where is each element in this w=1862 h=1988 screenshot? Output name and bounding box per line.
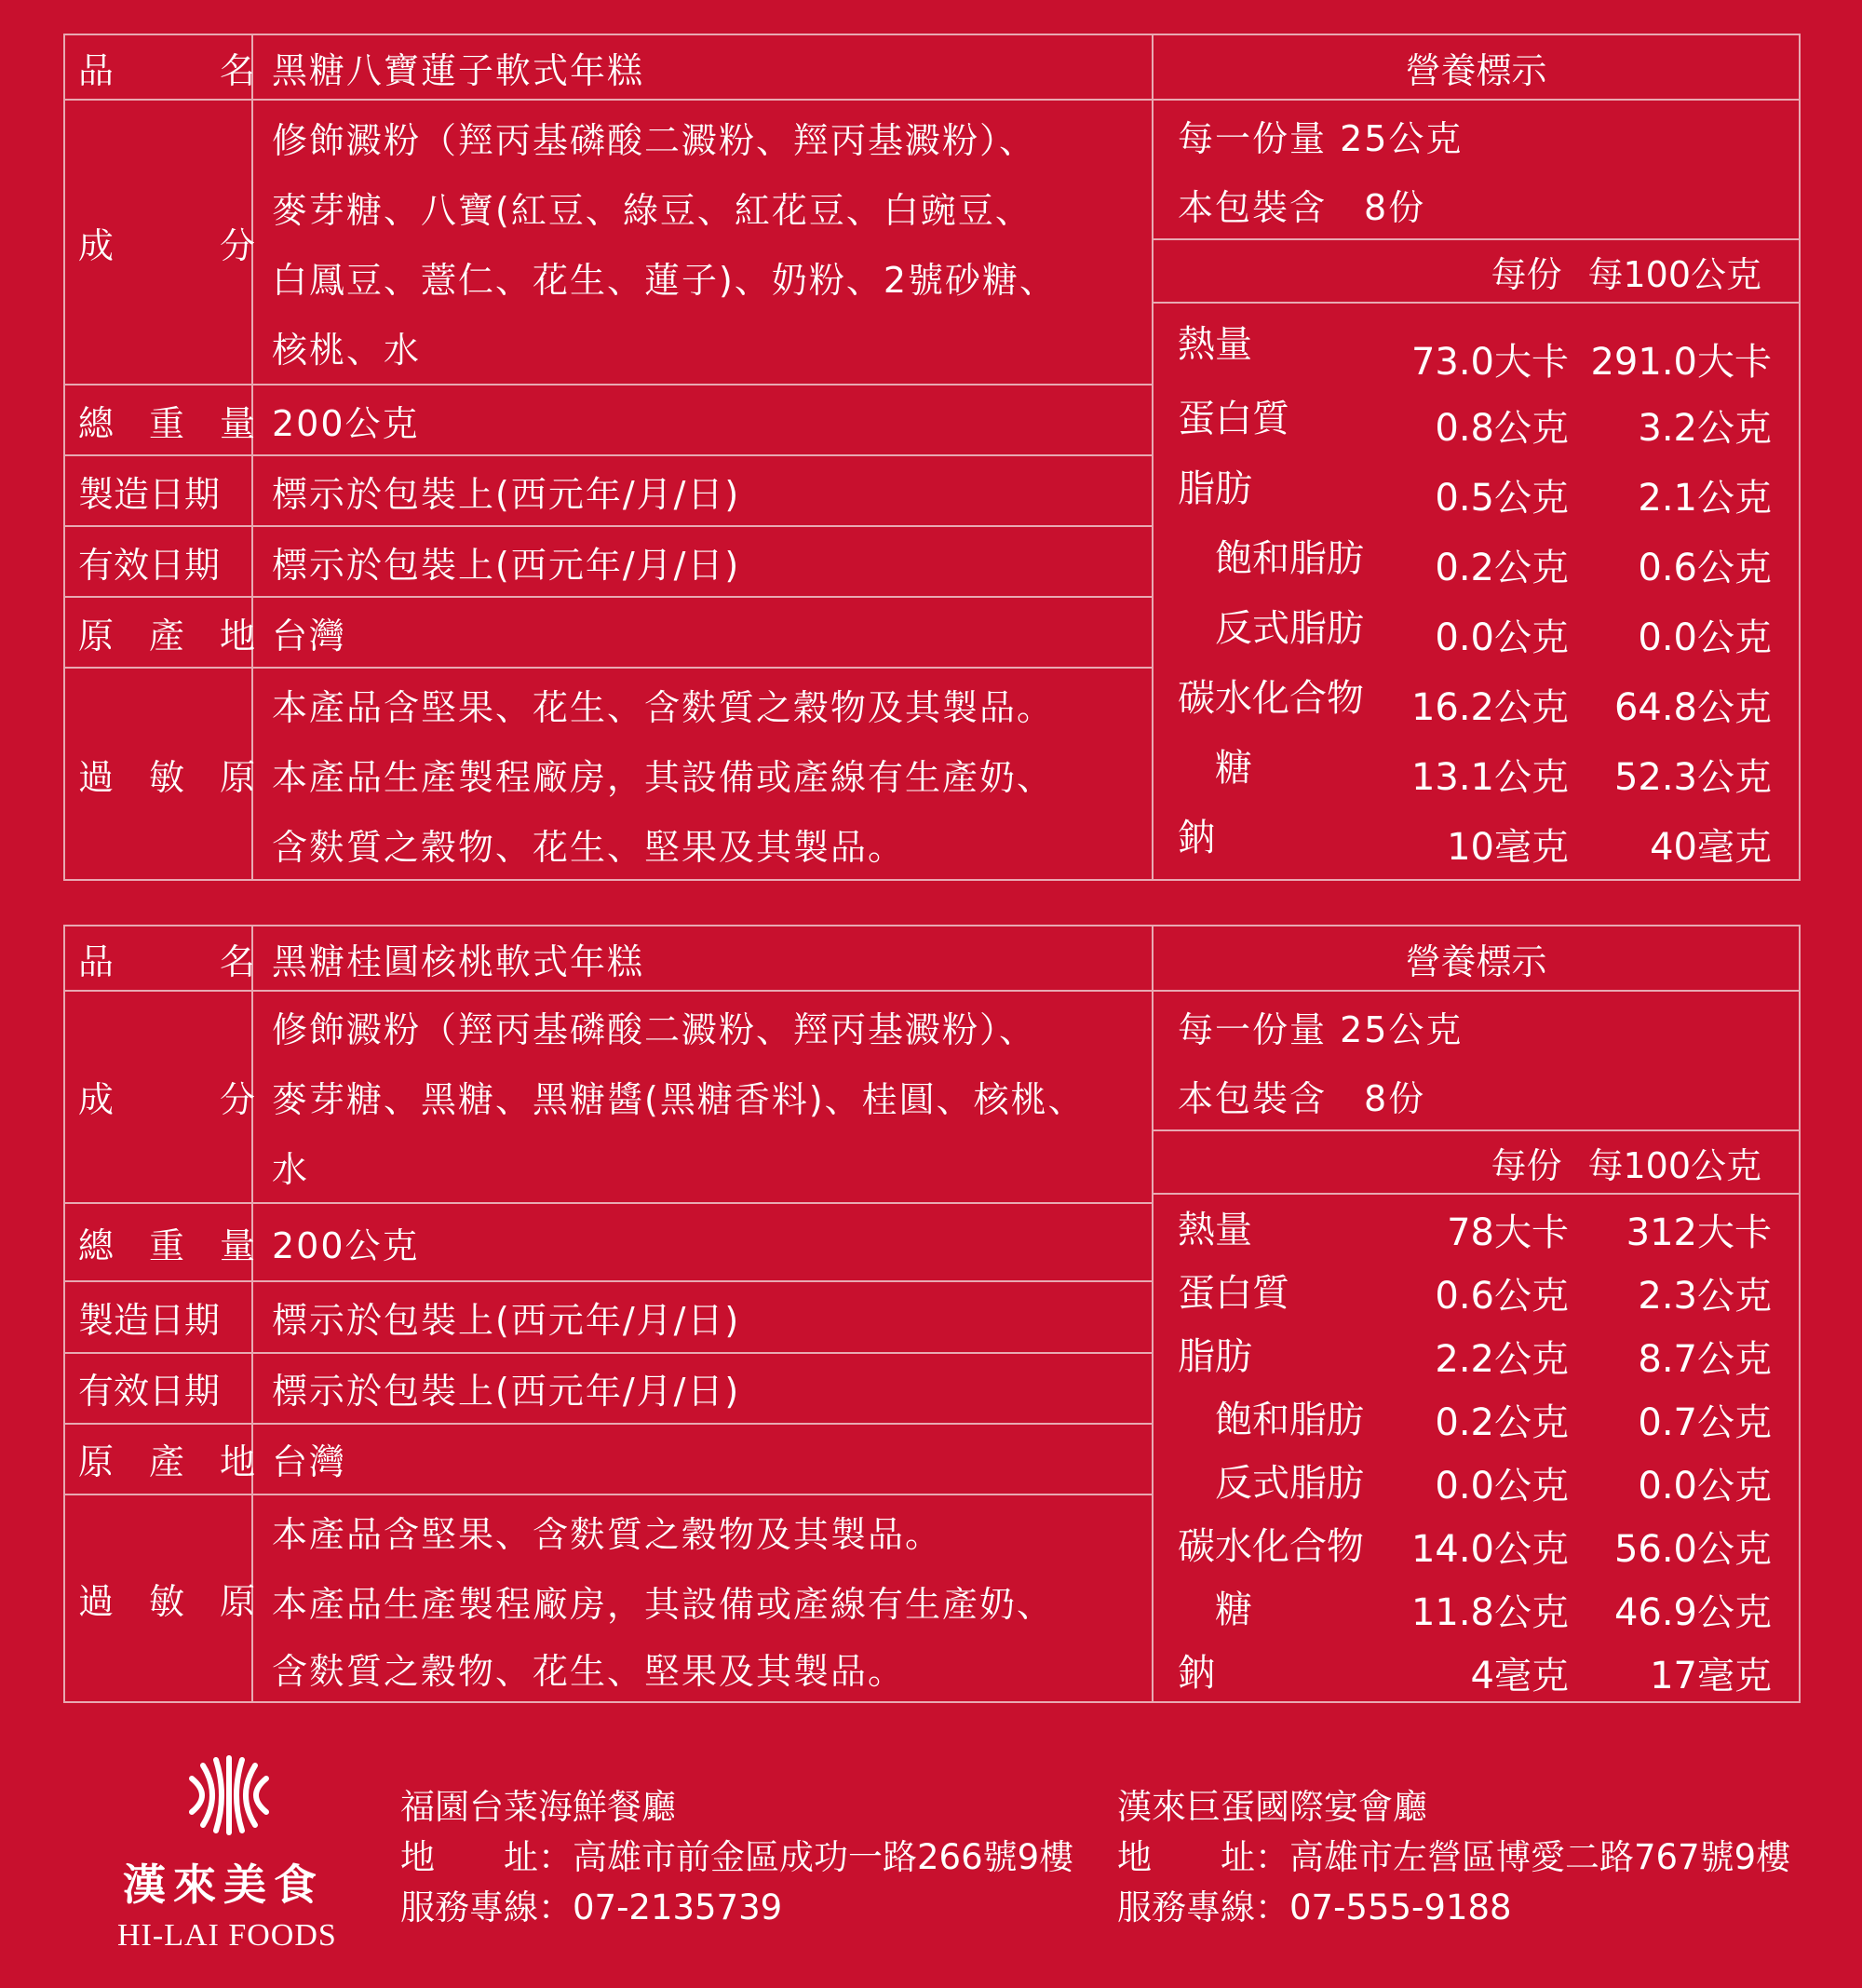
ingredients-line: 修飾澱粉（羥丙基磷酸二澱粉、羥丙基澱粉）、 (272, 120, 1037, 161)
mfg-date: 標示於包裝上(西元年/月/日) (252, 455, 1153, 526)
nutrient-per-serving: 73.0大卡 (1410, 341, 1569, 384)
nutrient-per-serving: 78大卡 (1447, 1210, 1569, 1254)
nutrient-name: 糖 (1215, 1588, 1252, 1631)
nutrition-column-header (1154, 238, 1799, 304)
footer (0, 1741, 1862, 1965)
nutrient-name: 鈉 (1178, 817, 1215, 859)
nutrient-per-100g: 3.2公克 (1638, 407, 1772, 450)
name-label: 品 名 (64, 926, 252, 991)
servings-per-package: 本包裝含 8份 (1178, 1077, 1426, 1119)
nutrient-per-100g: 8.7公克 (1638, 1337, 1772, 1381)
nutrition-column-header (1154, 1129, 1799, 1195)
nutrition-facts (1153, 100, 1800, 880)
nutrient-per-serving: 14.0公克 (1410, 1527, 1569, 1571)
nutrition-row (1154, 451, 1799, 521)
allergens (252, 1494, 1153, 1702)
net-weight: 200公克 (252, 385, 1153, 455)
hilai-logo-icon (184, 1751, 274, 1840)
nutrition-facts (1153, 991, 1800, 1702)
allergen-label: 過 敏 原 (64, 668, 252, 880)
ingredients (252, 991, 1153, 1203)
weight-label: 總 重 量 (64, 385, 252, 455)
mfg-date: 標示於包裝上(西元年/月/日) (252, 1281, 1153, 1352)
origin: 台灣 (252, 1424, 1153, 1494)
nutrient-name: 反式脂肪 (1215, 1461, 1364, 1505)
nutrient-per-100g: 291.0大卡 (1590, 341, 1772, 384)
nutrient-per-100g: 64.8公克 (1613, 686, 1772, 729)
nutrient-per-serving: 10毫克 (1447, 826, 1569, 869)
brand-name-en: HI-LAI FOODS (117, 1918, 337, 1953)
nutrient-per-serving: 0.5公克 (1435, 477, 1569, 520)
nutrient-per-100g: 0.0公克 (1638, 1464, 1772, 1508)
origin-label: 原 產 地 (64, 1424, 252, 1494)
nutrient-per-serving: 0.6公克 (1435, 1274, 1569, 1318)
nutrition-row (1154, 1321, 1799, 1385)
nutrition-row (1154, 521, 1799, 590)
nutrient-per-100g: 40毫克 (1650, 826, 1772, 869)
nutrition-row (1154, 1511, 1799, 1575)
nutrient-per-100g: 0.0公克 (1638, 616, 1772, 659)
nutrient-name: 蛋白質 (1178, 1271, 1289, 1315)
store-phone: 服務專線：07-555-9188 (1117, 1887, 1512, 1927)
ingredients-line: 麥芽糖、八寶(紅豆、綠豆、紅花豆、白豌豆、 (272, 190, 1032, 231)
nutrient-per-serving: 0.0公克 (1435, 616, 1569, 659)
nutrient-per-serving: 13.1公克 (1410, 756, 1569, 799)
nutrient-per-serving: 0.0公克 (1435, 1464, 1569, 1508)
nutrient-per-serving: 11.8公克 (1410, 1590, 1569, 1634)
ingredients-label: 成 分 (64, 100, 252, 385)
name-label: 品 名 (64, 34, 252, 100)
nutrition-row (1154, 381, 1799, 451)
nutrition-row (1154, 800, 1799, 870)
exp-date: 標示於包裝上(西元年/月/日) (252, 1353, 1153, 1424)
nutrient-per-serving: 16.2公克 (1410, 686, 1569, 729)
per-serving-header: 每份 (1491, 253, 1562, 295)
nutrient-name: 脂肪 (1178, 1334, 1252, 1378)
allergen-line: 含麩質之穀物、花生、堅果及其製品。 (272, 826, 906, 868)
nutrient-per-serving: 0.2公克 (1435, 1400, 1569, 1444)
product-label-1 (63, 34, 1799, 879)
per-100g-header: 每100公克 (1587, 1144, 1761, 1186)
ingredients-line: 核桃、水 (272, 330, 422, 371)
nutrient-name: 脂肪 (1178, 467, 1252, 510)
nutrient-name: 飽和脂肪 (1215, 537, 1364, 580)
ingredients-label: 成 分 (64, 991, 252, 1203)
nutrient-name: 熱量 (1178, 1208, 1252, 1251)
nutrient-name: 鈉 (1178, 1651, 1215, 1695)
origin: 台灣 (252, 597, 1153, 668)
nutrient-per-100g: 46.9公克 (1613, 1590, 1772, 1634)
nutrient-per-100g: 0.6公克 (1638, 547, 1772, 589)
store-info-1 (400, 1782, 1073, 1933)
product-name: 黑糖桂圓核桃軟式年糕 (252, 926, 1153, 991)
exp-date-label: 有效日期 (64, 526, 252, 597)
net-weight: 200公克 (252, 1203, 1153, 1281)
exp-date: 標示於包裝上(西元年/月/日) (252, 526, 1153, 597)
serving-size: 每一份量 25公克 (1178, 1008, 1464, 1050)
store-address: 地 址：高雄市前金區成功一路266號9樓 (400, 1837, 1074, 1877)
allergen-line: 本產品生產製程廠房，其設備或產線有生產奶、 (272, 1583, 1055, 1625)
nutrient-per-100g: 2.3公克 (1638, 1274, 1772, 1318)
nutrient-per-100g: 0.7公克 (1638, 1400, 1772, 1444)
nutrient-per-serving: 4毫克 (1470, 1654, 1569, 1697)
allergen-line: 本產品生產製程廠房，其設備或產線有生產奶、 (272, 756, 1055, 798)
nutrition-title: 營養標示 (1153, 926, 1800, 991)
product-info-table (63, 34, 1801, 881)
ingredients (252, 100, 1153, 385)
weight-label: 總 重 量 (64, 1203, 252, 1281)
product-name: 黑糖八寶蓮子軟式年糕 (252, 34, 1153, 100)
serving-size: 每一份量 25公克 (1178, 117, 1464, 159)
nutrition-row (1154, 1258, 1799, 1321)
nutrient-per-serving: 0.2公克 (1435, 547, 1569, 589)
nutrition-row (1154, 1195, 1799, 1258)
nutrient-per-100g: 56.0公克 (1613, 1527, 1772, 1571)
allergen-label: 過 敏 原 (64, 1494, 252, 1702)
mfg-date-label: 製造日期 (64, 455, 252, 526)
nutrition-row (1154, 1385, 1799, 1448)
nutrition-row (1154, 660, 1799, 730)
nutrition-row (1154, 311, 1799, 384)
allergen-line: 含麩質之穀物、花生、堅果及其製品。 (272, 1651, 906, 1693)
product-info-table (63, 925, 1801, 1703)
nutrient-name: 蛋白質 (1178, 398, 1289, 440)
nutrition-title: 營養標示 (1153, 34, 1800, 100)
nutrition-row (1154, 1448, 1799, 1511)
nutrient-name: 碳水化合物 (1178, 1524, 1364, 1568)
per-100g-header: 每100公克 (1587, 253, 1761, 295)
allergen-line: 本產品含堅果、花生、含麩質之穀物及其製品。 (272, 686, 1055, 728)
store-info-2 (1117, 1782, 1790, 1933)
allergens (252, 668, 1153, 880)
ingredients-line: 水 (272, 1149, 310, 1191)
nutrition-row (1154, 1575, 1799, 1638)
product-label-2 (63, 925, 1799, 1696)
brand-name: 漢來美食 (123, 1860, 324, 1910)
servings-per-package: 本包裝含 8份 (1178, 186, 1426, 228)
nutrient-per-100g: 2.1公克 (1638, 477, 1772, 520)
nutrient-name: 碳水化合物 (1178, 677, 1364, 720)
nutrient-per-100g: 312大卡 (1626, 1210, 1772, 1254)
nutrient-per-100g: 17毫克 (1650, 1654, 1772, 1697)
origin-label: 原 產 地 (64, 597, 252, 668)
store-phone: 服務專線：07-2135739 (400, 1887, 783, 1927)
exp-date-label: 有效日期 (64, 1353, 252, 1424)
store-address: 地 址：高雄市左營區博愛二路767號9樓 (1117, 1837, 1791, 1877)
nutrient-per-100g: 52.3公克 (1613, 756, 1772, 799)
ingredients-line: 白鳳豆、薏仁、花生、蓮子)、奶粉、2號砂糖、 (272, 260, 1058, 301)
nutrient-name: 糖 (1215, 747, 1252, 790)
nutrition-row (1154, 730, 1799, 800)
nutrition-row (1154, 590, 1799, 660)
nutrient-name: 飽和脂肪 (1215, 1398, 1364, 1441)
store-name: 漢來巨蛋國際宴會廳 (1117, 1787, 1427, 1827)
ingredients-line: 修飾澱粉（羥丙基磷酸二澱粉、羥丙基澱粉）、 (272, 1009, 1037, 1051)
mfg-date-label: 製造日期 (64, 1281, 252, 1352)
nutrition-row (1154, 1638, 1799, 1701)
nutrient-per-serving: 0.8公克 (1435, 407, 1569, 450)
ingredients-line: 麥芽糖、黑糖、黑糖醬(黑糖香料)、桂圓、核桃、 (272, 1079, 1086, 1121)
nutrient-per-serving: 2.2公克 (1435, 1337, 1569, 1381)
nutrient-name: 熱量 (1178, 323, 1252, 366)
nutrient-name: 反式脂肪 (1215, 607, 1364, 650)
allergen-line: 本產品含堅果、含麩質之穀物及其製品。 (272, 1513, 943, 1555)
per-serving-header: 每份 (1491, 1144, 1562, 1186)
store-name: 福園台菜海鮮餐廳 (400, 1787, 676, 1827)
